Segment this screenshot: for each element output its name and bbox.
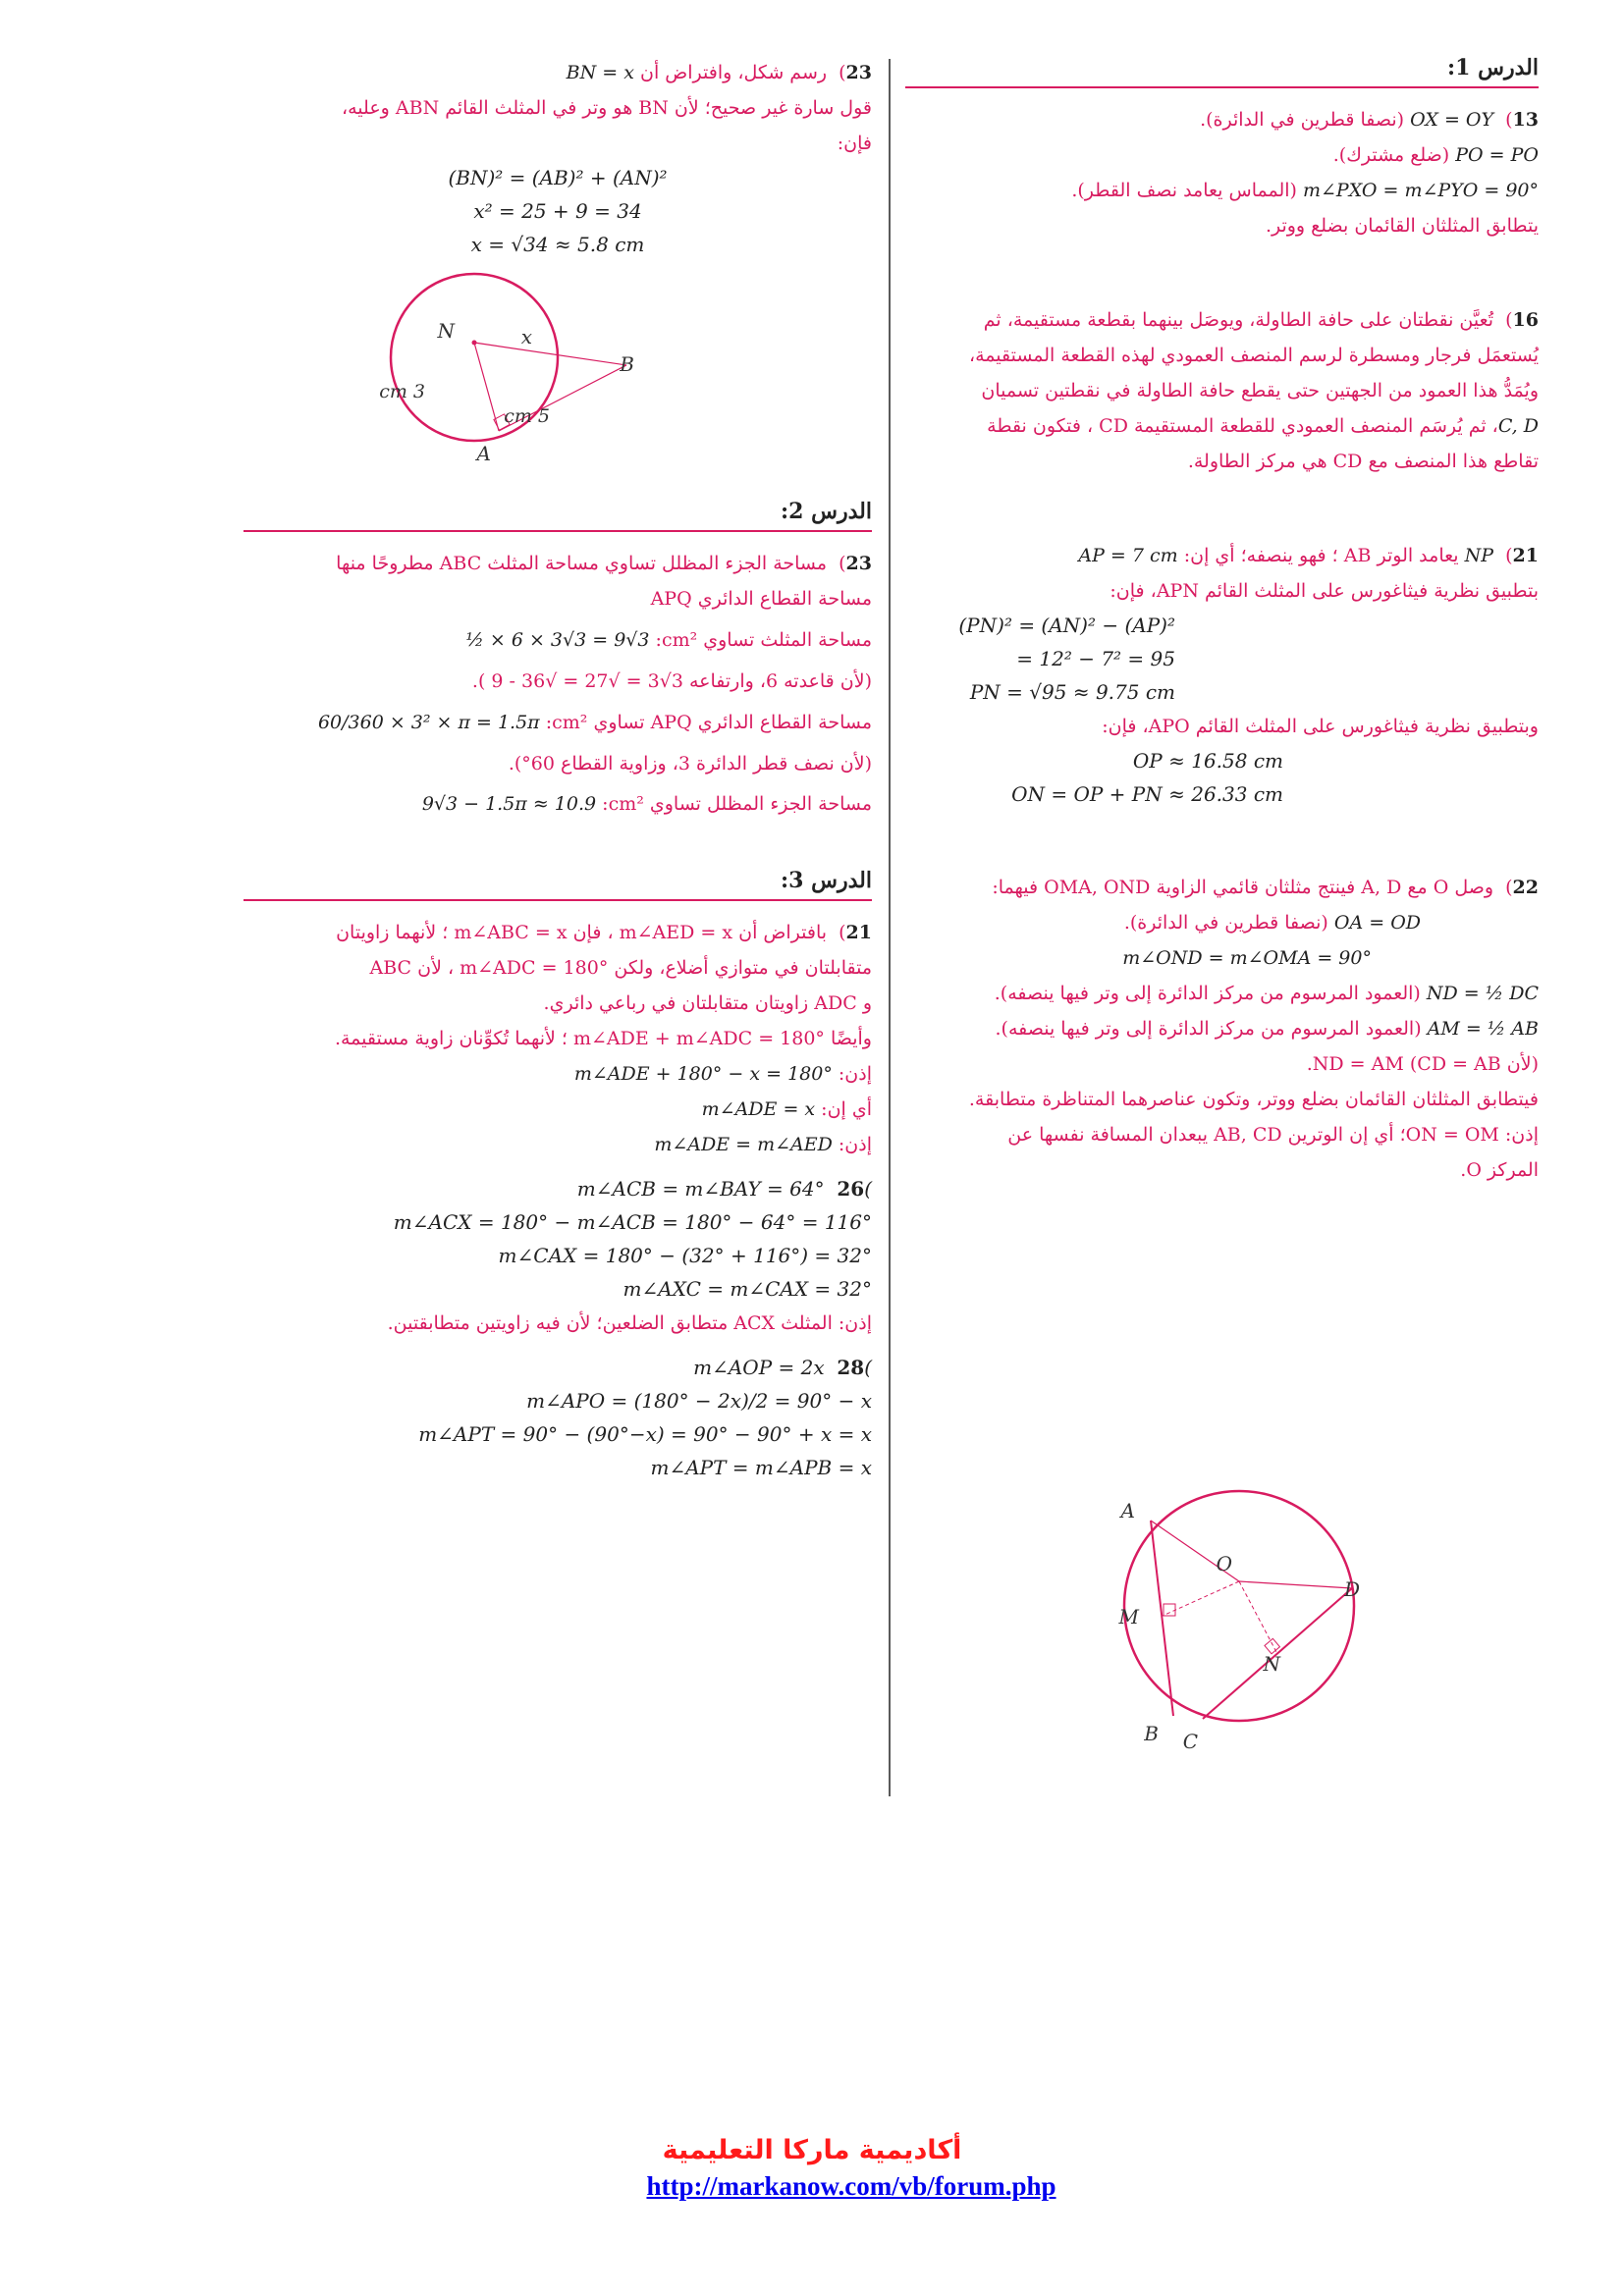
label-m: M [1118, 1605, 1139, 1629]
label-n: N [1263, 1652, 1280, 1676]
text: مساحة القطاع الدائري APQ تساوي cm²: [545, 712, 872, 733]
math: m∠ADE = x [701, 1098, 816, 1120]
exercise-number: 22 [1512, 877, 1539, 898]
math: m∠OND = m∠OMA = 90° [1122, 947, 1372, 969]
equation: m∠AOP = 2x [693, 1356, 825, 1379]
equation: (BN)² = (AB)² + (AN)² [448, 166, 668, 189]
text: ، ثم يُرسَم المنصف العمودي للقطعة المستقيمة CD ، فتكون نقطة [987, 415, 1498, 437]
text: (المماس يعامد نصف القطر). [1071, 180, 1297, 201]
text: يعامد الوتر AB ؛ فهو ينصفه؛ أي إن: [1183, 545, 1459, 566]
text: (لأن CD = AB) ND = AM. [1306, 1053, 1539, 1075]
text: بافتراض أن m∠AED = x ، فإن m∠ABC = x ؛ لأنهما زاويتان [336, 922, 828, 943]
text: (ضلع مشترك). [1332, 144, 1450, 166]
exercise-26: m∠ACB = m∠BAY = 64° 26( m∠ACX = 180° − m∠ACB = 180° − 64° = 116° m∠CAX = 180° − (32° + 116°) = 32° m∠AXC = m∠CAX = 32° إذن: المثلث ACX متطابق الضلعين؛ لأن فيه زاويتين متطابقتين. [244, 1172, 872, 1341]
equation: = 12² − 7² = 95 [1016, 647, 1175, 670]
math: m∠PXO = m∠PYO = 90° [1302, 180, 1539, 201]
exercise-number: 26 [837, 1177, 865, 1201]
math: BN = x [566, 62, 634, 83]
exercise-number: 21 [1512, 545, 1539, 566]
math: AM = ½ AB [1427, 1018, 1539, 1040]
equation: m∠APT = m∠APB = x [650, 1456, 872, 1479]
text: مساحة المثلث تساوي cm²: [655, 629, 872, 651]
label-5cm: 5 cm [504, 405, 550, 427]
equation: OP ≈ 16.58 cm [1132, 749, 1283, 773]
segment-od [1239, 1581, 1352, 1588]
math: m∠ADE = m∠AED [654, 1134, 833, 1155]
segment-na [474, 343, 499, 431]
math: ND = ½ DC [1426, 983, 1539, 1004]
equation: ON = OP + PN ≈ 26.33 cm [1011, 782, 1283, 806]
text: و ADC زاويتان متقابلتان في رباعي دائري. [543, 992, 872, 1014]
chord-ab [1151, 1521, 1173, 1716]
text: إذن: المثلث ACX متطابق الضلعين؛ لأن فيه زاويتين متطابقتين. [387, 1312, 872, 1334]
exercise-22: 22) وصل O مع A, D فينتج مثلثان قائمي الزاوية OMA, OND فيهما: OA = OD (نصفا قطرين في الدائرة). m∠OND = m∠OMA = 90° ND = ½ DC (العمود المرسوم من مركز الدائرة إلى وتر فيها ينصفه). AM = ½ AB (العمود المرسوم من مركز الدائرة إلى وتر فيها ينصفه). (لأن CD = AB) ND = AM. فيتطابق المثلثان القائمان بضلع ووتر، وتكون عناصرهما المتناظرة متطابقة. إذن: ON = OM؛ أي إن الوترين AB, CD يبعدان المسافة نفسها عن المركز O. [905, 870, 1539, 1188]
text: وصل O مع A, D فينتج مثلثان قائمي الزاوية OMA, OND فيهما: [992, 877, 1494, 898]
equation: m∠APT = 90° − (90°−x) = 90° − 90° + x = x [418, 1422, 872, 1446]
text: (العمود المرسوم من مركز الدائرة إلى وتر فيها ينصفه). [995, 1018, 1422, 1040]
text: يتطابق المثلثان القائمان بضلع ووتر. [1265, 215, 1539, 237]
math: ½ × 6 × 3√3 = 9√3 [465, 629, 650, 651]
exercise-number: 23 [845, 553, 872, 574]
equation: (PN)² = (AN)² − (AP)² [958, 614, 1175, 637]
label-b: B [1144, 1722, 1159, 1745]
text: ويُمَدُّ هذا العمود من الجهتين حتى يقطع حافة الطاولة في نقطتين تسميان [981, 380, 1539, 401]
equation: x² = 25 + 9 = 34 [473, 199, 642, 223]
label-b: B [620, 352, 634, 376]
math: OA = OD [1333, 912, 1421, 934]
segment-nb [474, 343, 626, 365]
math: OX = OY [1410, 109, 1494, 131]
text: مساحة القطاع الدائري APQ [650, 588, 872, 610]
exercise-number: 13 [1512, 109, 1539, 131]
lesson3-title: الدرس 3: [244, 868, 872, 901]
text: (نصفا قطرين في الدائرة). [1200, 109, 1405, 131]
exercise-23-lesson2: 23) مساحة الجزء المظلل تساوي مساحة المثلث ABC مطروحًا منها مساحة القطاع الدائري APQ مساحة المثلث تساوي cm²: ½ × 6 × 3√3 = 9√3 (لأن قاعدته 6، وارتفاعه 3√3 = √27 = √36 - 9 ). مساحة القطاع الدائري APQ تساوي cm²: 60/360 × 3² × π = 1.5π (لأن نصف قطر الدائرة 3، وزاوية القطاع 60°). مساحة الجزء المظلل تساوي cm²: 9√3 − 1.5π ≈ 10.9 [244, 546, 872, 827]
segment-on [1239, 1581, 1276, 1652]
text: تُعيَّن نقطتان على حافة الطاولة، ويوصَل بينهما بقطعة مستقيمة، ثم [983, 309, 1494, 331]
tangent-circle-diagram [342, 269, 656, 465]
exercise-number: 28 [837, 1356, 865, 1379]
text: وأيضًا m∠ADE + m∠ADC = 180° ؛ لأنهما تُكوِّنان زاوية مستقيمة. [334, 1028, 872, 1049]
label-a: A [1120, 1499, 1135, 1522]
text: وبتطبيق نظرية فيثاغورس على المثلث القائم APO، فإن: [1102, 716, 1539, 737]
equation: x = √34 ≈ 5.8 cm [470, 233, 645, 256]
text: إذن: ON = OM؛ أي إن الوترين AB, CD يبعدان المسافة نفسها عن [1007, 1124, 1539, 1146]
lesson1-title: الدرس 1: [905, 55, 1539, 88]
lesson2-title: الدرس 2: [244, 499, 872, 532]
equation: m∠AXC = m∠CAX = 32° [623, 1277, 872, 1301]
label-n: N [437, 319, 455, 343]
circle-chords-diagram [1092, 1468, 1386, 1753]
text: بتطبيق نظرية فيثاغورس على المثلث القائم APN، فإن: [1110, 580, 1539, 602]
footer [0, 2135, 1624, 2202]
right-angle-m [1164, 1604, 1175, 1616]
text: قول سارة غير صحيح؛ لأن BN هو وتر في المثلث القائم ABN وعليه، [341, 97, 872, 119]
math: AP = 7 cm [1078, 545, 1178, 566]
text: فإن: [837, 133, 872, 154]
text: يُستعمَل فرجار ومسطرة لرسم المنصف العمودي لهذه القطعة المستقيمة، [968, 345, 1539, 366]
exercise-number: 21 [845, 922, 872, 943]
exercise-23-lesson1: 23) رسم شكل، وافتراض أن BN = x قول سارة غير صحيح؛ لأن BN هو وتر في المثلث القائم ABN وعليه، فإن: (BN)² = (AB)² + (AN)² x² = 25 + 9 = 34 x = √34 ≈ 5.8 cm [244, 55, 872, 261]
text: متقابلتان في متوازي أضلاع، ولكن m∠ADC = 180° ، لأن ABC [369, 957, 872, 979]
equation: m∠APO = (180° − 2x)/2 = 90° − x [526, 1389, 872, 1413]
math: NP [1464, 545, 1494, 566]
text: مساحة الجزء المظلل تساوي مساحة المثلث ABC مطروحًا منها [336, 553, 828, 574]
text: (لأن قاعدته 6، وارتفاعه 3√3 = √27 = √36 - 9 ). [471, 670, 872, 692]
math: C, D [1497, 415, 1539, 437]
text: فيتطابق المثلثان القائمان بضلع ووتر، وتكون عناصرهما المتناظرة متطابقة. [968, 1089, 1539, 1110]
segment-om [1163, 1581, 1239, 1616]
equation: m∠ACB = m∠BAY = 64° [576, 1177, 825, 1201]
column-divider [889, 59, 891, 1796]
text: تقاطع هذا المنصف مع CD هي مركز الطاولة. [1187, 451, 1539, 472]
right-column [905, 55, 1539, 1753]
text: مساحة الجزء المظلل تساوي cm²: [602, 793, 872, 815]
exercise-number: 16 [1512, 309, 1539, 331]
label-3cm: 3 cm [379, 381, 425, 402]
label-a: A [476, 442, 491, 465]
text: إذن: [838, 1134, 872, 1155]
text: (العمود المرسوم من مركز الدائرة إلى وتر فيها ينصفه). [994, 983, 1421, 1004]
left-column [244, 55, 872, 1492]
text: إذن: [838, 1063, 872, 1085]
text: (لأن نصف قطر الدائرة 3، وزاوية القطاع 60°). [508, 753, 872, 774]
exercise-13: 13) OX = OY (نصفا قطرين في الدائرة). PO = PO (ضلع مشترك). m∠PXO = m∠PYO = 90° (المماس يعامد نصف القطر). يتطابق المثلثان القائمان بضلع ووتر. [905, 102, 1539, 243]
text: (نصفا قطرين في الدائرة). [1123, 912, 1328, 934]
label-c: C [1182, 1730, 1198, 1753]
math: PO = PO [1455, 144, 1539, 166]
exercise-number: 23 [845, 62, 872, 83]
exercise-28: m∠AOP = 2x 28( m∠APO = (180° − 2x)/2 = 90° − x m∠APT = 90° − (90°−x) = 90° − 90° + x = x m∠APT = m∠APB = x [244, 1351, 872, 1484]
center-point-n [472, 341, 477, 346]
math: 9√3 − 1.5π ≈ 10.9 [421, 793, 597, 815]
text: رسم شكل، وافتراض أن [640, 62, 828, 83]
equation: PN = √95 ≈ 9.75 cm [969, 680, 1175, 704]
equation: m∠ACX = 180° − m∠ACB = 180° − 64° = 116° [393, 1210, 872, 1234]
academy-name: أكاديمية ماركا التعليمية [662, 2135, 962, 2165]
label-d: D [1343, 1577, 1360, 1601]
label-x: x [520, 325, 532, 348]
math: 60/360 × 3² × π = 1.5π [317, 712, 540, 733]
exercise-21-left: 21) بافتراض أن m∠AED = x ، فإن m∠ABC = x ؛ لأنهما زاويتان متقابلتان في متوازي أضلاع، ولكن m∠ADC = 180° ، لأن ABC و ADC زاويتان متقابلتان في رباعي دائري. وأيضًا m∠ADE + m∠ADC = 180° ؛ لأنهما تُكوِّنان زاوية مستقيمة. إذن: m∠ADE + 180° − x = 180° أي إن: m∠ADE = x إذن: m∠ADE = m∠AED [244, 915, 872, 1162]
exercise-16: 16) تُعيَّن نقطتان على حافة الطاولة، ويوصَل بينهما بقطعة مستقيمة، ثم يُستعمَل فرجار ومسطرة لرسم المنصف العمودي لهذه القطعة المستقيمة، ويُمَدُّ هذا العمود من الجهتين حتى يقطع حافة الطاولة في نقطتين تسميان C, D، ثم يُرسَم المنصف العمودي للقطعة المستقيمة CD ، فتكون نقطة تقاطع هذا المنصف مع CD هي مركز الطاولة. [905, 302, 1539, 479]
math: m∠ADE + 180° − x = 180° [573, 1063, 833, 1085]
equation: m∠CAX = 180° − (32° + 116°) = 32° [498, 1244, 872, 1267]
exercise-21-right: 21) NP يعامد الوتر AB ؛ فهو ينصفه؛ أي إن: AP = 7 cm بتطبيق نظرية فيثاغورس على المثلث القائم APN، فإن: (PN)² = (AN)² − (AP)² = 12² − 7² = 95 PN = √95 ≈ 9.75 cm وبتطبيق نظرية فيثاغورس على المثلث القائم APO، فإن: OP ≈ 16.58 cm ON = OP + PN ≈ 26.33 cm [905, 538, 1539, 811]
text: المركز O. [1460, 1159, 1539, 1181]
forum-link[interactable]: http://markanow.com/vb/forum.php [646, 2171, 1056, 2201]
text: أي إن: [821, 1098, 872, 1120]
label-o: O [1216, 1552, 1232, 1575]
